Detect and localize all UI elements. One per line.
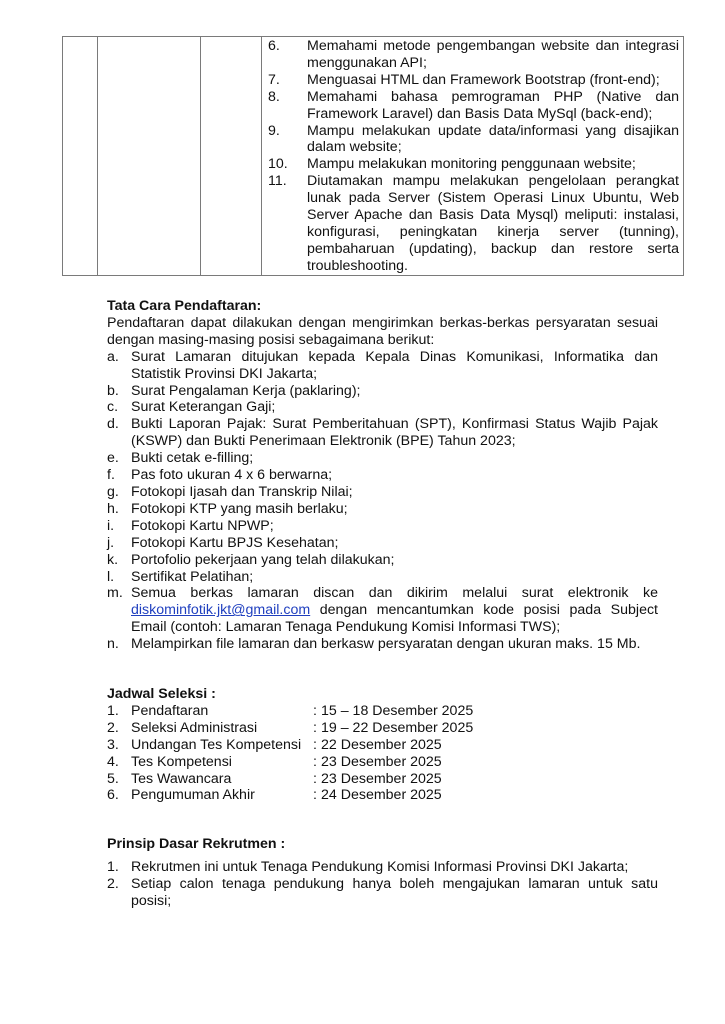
list-marker: m. — [107, 585, 123, 602]
table-cell-requirements — [262, 37, 684, 276]
schedule-section — [107, 686, 658, 804]
list-marker: 2. — [107, 875, 119, 892]
schedule-label: Tes Wawancara — [131, 770, 232, 787]
list-item — [268, 173, 679, 274]
schedule-separator: : — [313, 736, 317, 753]
list-text: Diutamakan mampu melakukan pengelolaan perangkat lunak pada Server (Sistem Operasi Linux Ubuntu, Web Server Apache dan Basis Data Mysql) meliputi: instalasi, konfigurasi, peningkatan kinerja server (tunning), pembaharuan (updating), backup dan restore serta troubleshooting. — [307, 173, 679, 274]
list-item — [107, 399, 658, 416]
list-text: Fotokopi Ijasah dan Transkrip Nilai; — [131, 483, 353, 500]
schedule-date: 23 Desember 2025 — [321, 770, 442, 787]
schedule-row — [107, 703, 658, 720]
list-item — [107, 552, 658, 569]
list-marker: 3. — [107, 736, 119, 753]
list-text: Fotokopi Kartu BPJS Kesehatan; — [131, 534, 339, 551]
email-link[interactable]: diskominfotik.jkt@gmail.com — [131, 602, 311, 619]
list-text: Mampu melakukan monitoring penggunaan website; — [307, 156, 636, 173]
list-number: 6. — [268, 38, 280, 54]
list-marker: 5. — [107, 770, 119, 787]
list-item — [107, 450, 658, 467]
list-marker: i. — [107, 517, 115, 534]
schedule-heading: Jadwal Seleksi : — [107, 686, 216, 702]
list-text — [131, 585, 658, 636]
list-marker: l. — [107, 568, 115, 585]
list-number: 11. — [268, 173, 287, 190]
schedule-list — [107, 703, 658, 804]
list-marker: 1. — [107, 858, 119, 875]
list-marker: e. — [107, 450, 119, 467]
list-number: 7. — [268, 71, 280, 88]
requirements-list — [262, 37, 683, 275]
table-cell-number — [63, 37, 98, 276]
list-text: Fotokopi KTP yang masih berlaku; — [131, 500, 348, 517]
list-marker: f. — [107, 467, 115, 484]
registration-intro: Pendaftaran dapat dilakukan dengan mengirimkan berkas-berkas persyaratan sesuai dengan masing-masing posisi sebagaimana berikut: — [107, 314, 658, 348]
list-text: Surat Lamaran ditujukan kepada Kepala Dinas Komunikasi, Informatika dan Statistik Provinsi DKI Jakarta; — [131, 348, 658, 382]
list-text: Portofolio pekerjaan yang telah dilakukan; — [131, 551, 395, 568]
schedule-date: 15 – 18 Desember 2025 — [321, 702, 474, 719]
schedule-label: Pengumuman Akhir — [131, 787, 255, 804]
list-item — [268, 89, 679, 123]
list-number: 9. — [268, 122, 280, 139]
list-text: Rekrutmen ini untuk Tenaga Pendukung Komisi Informasi Provinsi DKI Jakarta; — [131, 858, 629, 875]
list-number: 10. — [268, 156, 288, 173]
list-item — [268, 72, 679, 89]
list-item — [107, 535, 658, 552]
list-marker: h. — [107, 500, 119, 517]
schedule-label: Tes Kompetensi — [131, 753, 232, 770]
list-item — [107, 518, 658, 535]
list-marker: n. — [107, 636, 119, 653]
list-item — [107, 636, 658, 653]
schedule-separator: : — [313, 719, 317, 736]
list-text: Surat Pengalaman Kerja (paklaring); — [131, 382, 361, 399]
schedule-date: 19 – 22 Desember 2025 — [321, 719, 474, 736]
list-item — [107, 876, 658, 910]
schedule-separator: : — [313, 770, 317, 787]
schedule-label: Pendaftaran — [131, 702, 209, 719]
list-item — [107, 501, 658, 518]
schedule-separator: : — [313, 787, 317, 804]
list-marker: g. — [107, 483, 119, 500]
list-marker: k. — [107, 551, 119, 568]
list-text: Memahami metode pengembangan website dan integrasi menggunakan API; — [307, 38, 679, 71]
table-row — [63, 37, 684, 276]
schedule-row — [107, 737, 658, 754]
schedule-row — [107, 720, 658, 737]
list-text: Surat Keterangan Gaji; — [131, 399, 276, 416]
list-text: Bukti cetak e-filling; — [131, 450, 254, 467]
list-text: Mampu melakukan update data/informasi yang disajikan dalam website; — [307, 122, 679, 156]
list-item — [107, 859, 658, 876]
email-instruction-text-cont: dengan mencantumkan kode posisi pada Subject Email (contoh: Lamaran Tenaga Pendukung Komisi Informasi TWS); — [131, 602, 658, 636]
schedule-separator: : — [313, 753, 317, 770]
table-cell-position — [98, 37, 201, 276]
list-item — [107, 416, 658, 450]
registration-section — [107, 298, 658, 653]
list-marker: j. — [107, 534, 115, 551]
list-marker: 4. — [107, 753, 119, 770]
list-item — [107, 467, 658, 484]
list-marker: a. — [107, 348, 119, 365]
list-marker: 6. — [107, 787, 119, 804]
schedule-date: 23 Desember 2025 — [321, 753, 442, 770]
list-text: Sertifikat Pelatihan; — [131, 568, 254, 585]
schedule-label: Undangan Tes Kompetensi — [131, 736, 302, 753]
principles-section — [107, 836, 658, 910]
list-text: Menguasai HTML dan Framework Bootstrap (front-end); — [307, 71, 660, 88]
list-item — [107, 569, 658, 586]
schedule-row — [107, 754, 658, 771]
list-number: 8. — [268, 88, 280, 105]
list-text: Memahami bahasa pemrograman PHP (Native dan Framework Laravel) dan Basis Data MySql (back-end); — [307, 88, 679, 122]
list-item — [268, 123, 679, 157]
schedule-date: 24 Desember 2025 — [321, 787, 442, 804]
list-text: Fotokopi Kartu NPWP; — [131, 517, 274, 534]
list-text: Pas foto ukuran 4 x 6 berwarna; — [131, 467, 333, 484]
registration-heading: Tata Cara Pendaftaran: — [107, 298, 262, 314]
principles-list — [107, 859, 658, 910]
principles-heading: Prinsip Dasar Rekrutmen : — [107, 836, 286, 852]
schedule-row — [107, 787, 658, 804]
requirements-table — [62, 36, 684, 276]
list-item — [268, 38, 679, 72]
list-text: Melampirkan file lamaran dan berkasw persyaratan dengan ukuran maks. 15 Mb. — [131, 636, 641, 653]
list-text: Bukti Laporan Pajak: Surat Pemberitahuan (SPT), Konfirmasi Status Wajib Pajak (KSWP) dan Bukti Penerimaan Elektronik (BPE) Tahun 2023; — [131, 416, 658, 450]
list-item — [107, 484, 658, 501]
list-text: Setiap calon tenaga pendukung hanya boleh mengajukan lamaran untuk satu posisi; — [131, 875, 658, 909]
list-item — [107, 349, 658, 383]
list-item — [107, 383, 658, 400]
list-marker: 1. — [107, 702, 119, 719]
schedule-label: Seleksi Administrasi — [131, 719, 258, 736]
list-marker: c. — [107, 399, 119, 416]
list-marker: b. — [107, 382, 119, 399]
table-cell-quota — [201, 37, 262, 276]
schedule-separator: : — [313, 702, 317, 719]
list-item — [107, 585, 658, 636]
list-marker: d. — [107, 416, 119, 433]
registration-requirements-list — [107, 349, 658, 653]
email-instruction-text: Semua berkas lamaran discan dan dikirim melalui surat elektronik ke — [131, 585, 658, 602]
list-marker: 2. — [107, 719, 119, 736]
schedule-date: 22 Desember 2025 — [321, 736, 442, 753]
schedule-row — [107, 771, 658, 788]
list-item — [268, 156, 679, 173]
